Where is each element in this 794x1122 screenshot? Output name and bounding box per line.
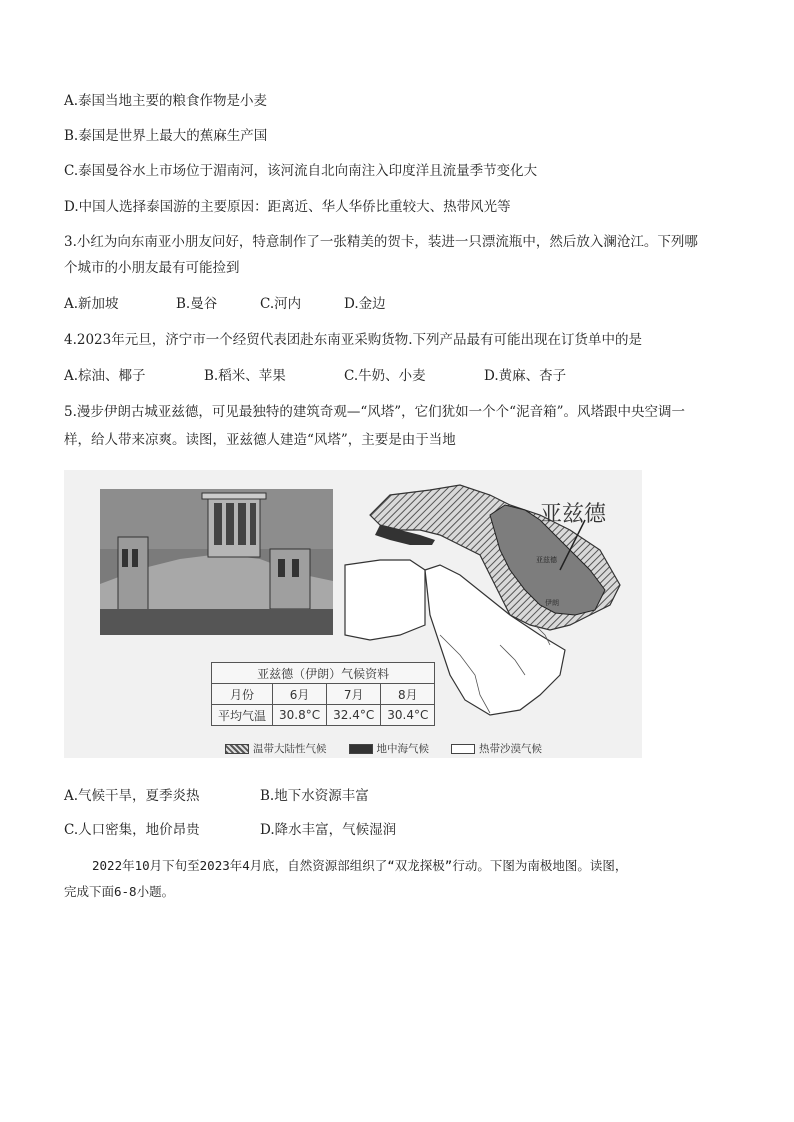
q2-option-d: D.中国人选择泰国游的主要原因：距离近、华人华侨比重较大、热带风光等 [64, 199, 511, 215]
legend-label-mediterranean: 地中海气候 [376, 743, 429, 755]
intro-line1: 2022年10月下旬至2023年4月底，自然资源部组织了“双龙探极”行动。下图为南极地图。读图， [92, 858, 628, 873]
q4-option-b: B.稻米、苹果 [204, 368, 286, 384]
q4-option-a: A.棕油、椰子 [64, 368, 146, 384]
legend-swatch-blank [451, 744, 475, 754]
intro-line2: 完成下面6-8小题。 [64, 884, 175, 899]
q5-option-b: B.地下水资源丰富 [260, 788, 369, 804]
q3-stem-line2: 个城市的小朋友最有可能捡到 [64, 260, 240, 276]
legend-temperate-continental [225, 741, 327, 756]
table-caption: 亚兹德（伊朗）气候资料 [212, 663, 435, 684]
q4-option-c: C.牛奶、小麦 [344, 368, 426, 384]
q3-option-a: A.新加坡 [64, 296, 119, 312]
legend-label-tropical-desert: 热带沙漠气候 [479, 743, 542, 755]
wind-tower-photo [100, 489, 333, 635]
q3-option-d: D.金边 [344, 296, 386, 312]
legend-swatch-dark [349, 744, 373, 754]
wind-tower-illustration [100, 489, 333, 635]
climate-data-table [211, 662, 435, 726]
q2-option-c: C.泰国曼谷水上市场位于湄南河，该河流自北向南注入印度洋且流量季节变化大 [64, 163, 538, 179]
q5-stem-line2: 样，给人带来凉爽。读图，亚兹德人建造“风塔”，主要是由于当地 [64, 432, 456, 448]
legend-mediterranean [349, 741, 430, 756]
table-header-temp: 平均气温 [212, 705, 273, 726]
legend-label-temperate-continental: 温带大陆性气候 [253, 743, 327, 755]
table-temp-jun: 30.8°C [273, 705, 327, 726]
map-label-yazd: 亚兹德 [540, 502, 607, 527]
table-temp-aug: 30.4°C [381, 705, 435, 726]
q3-option-c: C.河内 [260, 296, 302, 312]
map-small-label-yazd: 亚兹德 [536, 556, 557, 564]
q2-option-a: A.泰国当地主要的粮食作物是小麦 [64, 93, 268, 109]
table-month-aug: 8月 [381, 684, 435, 705]
table-month-jul: 7月 [327, 684, 381, 705]
legend-swatch-hatched [225, 744, 249, 754]
q5-option-a: A.气候干旱，夏季炎热 [64, 788, 200, 804]
table-header-month: 月份 [212, 684, 273, 705]
legend-tropical-desert [451, 741, 542, 756]
q4-option-d: D.黄麻、杏子 [484, 368, 567, 384]
q5-option-c: C.人口密集，地价昂贵 [64, 822, 200, 838]
q2-option-b: B.泰国是世界上最大的蕉麻生产国 [64, 128, 268, 144]
q4-stem: 4.2023年元旦，济宁市一个经贸代表团赴东南亚采购货物.下列产品最有可能出现在订货单中的是 [64, 332, 643, 348]
q3-stem-line1: 3.小红为向东南亚小朋友问好，特意制作了一张精美的贺卡，装进一只漂流瓶中，然后放入澜沧江。下列哪 [64, 234, 698, 250]
map-legend [225, 741, 564, 756]
q5-stem-line1: 5.漫步伊朗古城亚兹德，可见最独特的建筑奇观—“风塔”，它们犹如一个个“泥音箱”。风塔跟中央空调一 [64, 404, 685, 420]
table-month-jun: 6月 [273, 684, 327, 705]
table-temp-jul: 32.4°C [327, 705, 381, 726]
q5-option-d: D.降水丰富，气候湿润 [260, 822, 397, 838]
map-small-label-iran: 伊朗 [545, 599, 559, 607]
q3-option-b: B.曼谷 [176, 296, 218, 312]
